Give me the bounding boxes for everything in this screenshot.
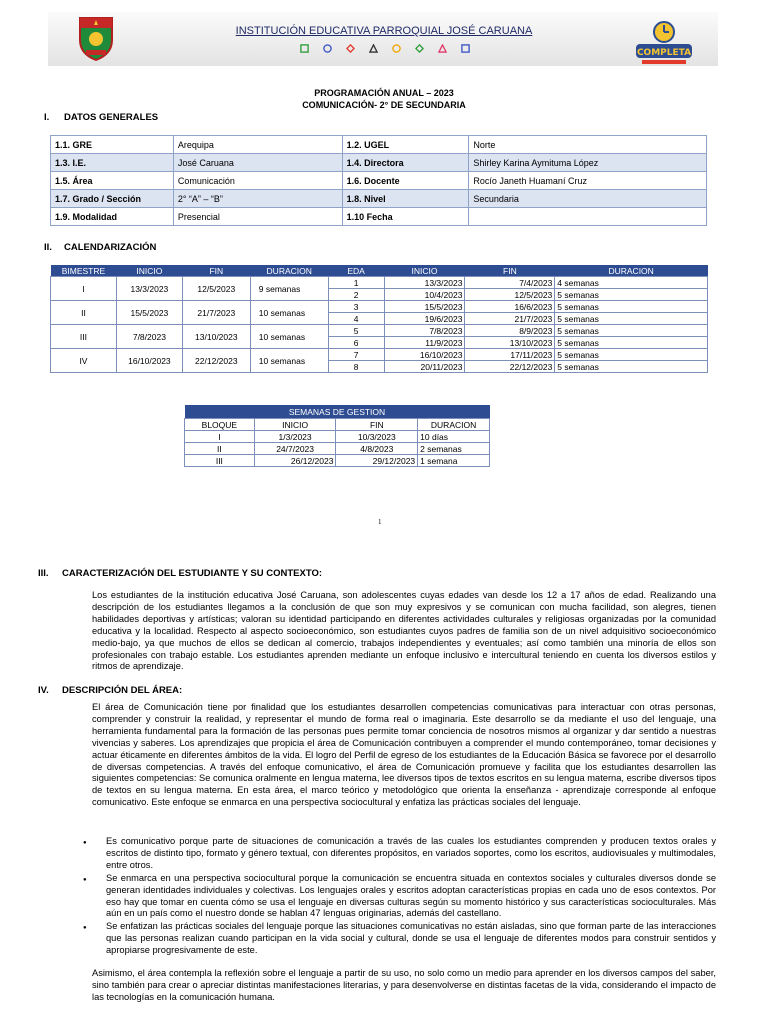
field-value: José Caruana [173, 154, 342, 172]
eda-i: 19/6/2023 [384, 313, 465, 325]
general-row [51, 172, 707, 190]
field-value: Presencial [173, 208, 342, 226]
eda-i: 10/4/2023 [384, 289, 465, 301]
eda-n: 6 [328, 337, 384, 349]
asimismo-paragraph: Asimismo, el área contempla la reflexión sobre el lenguaje a partir de su uso, no solo como un medio para aprender en los diversos campos del saber, sino también para crear o apreciar distintas manifestaciones literarias, y para desenvolverse en distintas facetas de la vida, considerando el impacto de las tecnologías en la comunicación humana. [92, 968, 716, 1002]
semanas-gestion-title: SEMANAS DE GESTION [185, 405, 490, 419]
bimestre-dur: 10 semanas [250, 325, 328, 349]
eda-d: 5 semanas [555, 289, 708, 301]
list-item [83, 872, 716, 921]
calendar-header: BIMESTRE [51, 265, 117, 277]
field-value: Norte [469, 136, 707, 154]
semanas-header: DURACION [418, 419, 490, 431]
bimestre-fin: 21/7/2023 [182, 301, 250, 325]
eda-d: 5 semanas [555, 361, 708, 373]
general-row [51, 190, 707, 208]
general-row [51, 208, 707, 226]
eda-d: 5 semanas [555, 325, 708, 337]
field-value: 2° “A” – “B” [173, 190, 342, 208]
bimestre-dur: 10 semanas [250, 301, 328, 325]
field-value [469, 208, 707, 226]
eda-n: 7 [328, 349, 384, 361]
calendar-header: INICIO [116, 265, 182, 277]
semanas-i: 26/12/2023 [254, 455, 336, 467]
field-label: 1.7. Grado / Sección [51, 190, 174, 208]
institution-title: INSTITUCIÓN EDUCATIVA PARROQUIAL JOSÉ CARUANA [235, 25, 533, 37]
bimestre-fin: 13/10/2023 [182, 325, 250, 349]
eda-f: 8/9/2023 [465, 325, 555, 337]
bimestre-dur: 10 semanas [250, 349, 328, 373]
field-label: 1.4. Directora [342, 154, 469, 172]
field-label: 1.2. UGEL [342, 136, 469, 154]
general-row [51, 154, 707, 172]
calendar-header: DURACION [250, 265, 328, 277]
bullet-text: Se enmarca en una perspectiva sociocultural porque la comunicación se encuentra situada en contextos sociales y culturales diversos donde se generan identidades individuales y colectivas. Los lenguajes orales y escritos adoptan características propias en cada uno de esos contextos. Por eso hay que tomar en cuenta cómo se usa el lenguaje en diversas culturas según su momento histórico y sus características socioculturales. Más aún en un país como el nuestro donde se hablan 47 lenguas originarias, además del castellano. [106, 872, 716, 919]
semanas-header: BLOQUE [185, 419, 255, 431]
bimestre-name: I [51, 277, 117, 301]
eda-i: 20/11/2023 [384, 361, 465, 373]
eda-i: 15/5/2023 [384, 301, 465, 313]
semanas-header: INICIO [254, 419, 336, 431]
semanas-f: 29/12/2023 [336, 455, 418, 467]
calendar-row [51, 325, 708, 337]
enfoque-bullet-list [83, 836, 716, 958]
bullet-text: Es comunicativo porque parte de situaciones de comunicación a través de las cuales los estudiantes comprenden y producen textos orales y escritos de distinto tipo, formato y género textual, con diferentes propósitos, en variados soportes, como los escritos, audiovisuales y multimodales, entre otros. [106, 836, 716, 870]
eda-f: 16/6/2023 [465, 301, 555, 313]
page-header [0, 0, 768, 80]
school-crest-icon [76, 14, 116, 62]
section-calendarizacion: II. CALENDARIZACIÓN [44, 242, 157, 253]
bullet-icon: ● [83, 840, 87, 846]
semanas-f: 4/8/2023 [336, 443, 418, 455]
triangle-icon [369, 44, 378, 53]
bimestre-name: II [51, 301, 117, 325]
field-label: 1.6. Docente [342, 172, 469, 190]
list-item [83, 836, 716, 872]
eda-n: 5 [328, 325, 384, 337]
semanas-d: 1 semana [418, 455, 490, 467]
eda-n: 3 [328, 301, 384, 313]
semanas-b: III [185, 455, 255, 467]
section-datos-generales: I. DATOS GENERALES [44, 112, 159, 123]
calendar-header: FIN [182, 265, 250, 277]
field-value: Arequipa [173, 136, 342, 154]
general-data-table [50, 135, 707, 226]
semanas-b: II [185, 443, 255, 455]
document-title: PROGRAMACIÓN ANUAL – 2023 [314, 88, 454, 98]
caracterizacion-paragraph: Los estudiantes de la institución educativa José Caruana, son adolescentes cuyas edades van desde los 12 a 17 años de edad. Realizando una descripción de los estudiantes llegamos a la conclusión de que son muy expresivos y se comunican con mucha facilidad, son alegres, tienen habilidades deportivas y artísticas; valoran su identidad participando en diferentes actividades culturales y religiosas organizadas por la comunidad educativa y la localidad. Respecto al aspecto socioeconómico, son estudiantes cuyos padres de familia son de un nivel adquisitivo socioeconómico medio-bajo, ya que muchos de ellos se dedican al comercio, trabajos independientes y eventuales; así como también una minoría de ellos son profesionales con trabajo estable. Los estudiantes aprenden mediante un enfoque inclusivo e intercultural teniendo en cuenta los diversos estilos y ritmos de aprendizaje. [92, 590, 716, 672]
page-number: 1 [378, 518, 382, 526]
bimestre-fin: 22/12/2023 [182, 349, 250, 373]
semanas-d: 2 semanas [418, 443, 490, 455]
semanas-d: 10 días [418, 431, 490, 443]
document-subtitle: COMUNICACIÓN- 2° DE SECUNDARIA [302, 100, 466, 110]
field-value: Comunicación [173, 172, 342, 190]
section-descripcion-area: IV. DESCRIPCIÓN DEL ÁREA: [38, 685, 183, 696]
eda-f: 13/10/2023 [465, 337, 555, 349]
field-label: 1.10 Fecha [342, 208, 469, 226]
header-band [48, 12, 718, 66]
eda-f: 22/12/2023 [465, 361, 555, 373]
eda-f: 7/4/2023 [465, 277, 555, 289]
bullet-icon: ● [83, 876, 87, 883]
eda-n: 2 [328, 289, 384, 301]
semanas-row [185, 455, 490, 467]
field-label: 1.1. GRE [51, 136, 174, 154]
triangle-icon [438, 44, 447, 53]
square-icon [461, 44, 470, 53]
circle-icon [392, 44, 401, 53]
bullet-text: Se enfatizan las prácticas sociales del lenguaje porque las situaciones comunicativas no están aisladas, sino que forman parte de las interacciones que las personas realizan cuando participan en la vida social y cultural, donde se usa el lenguaje de diferentes modos para construir sentidos y apropiarse progresivamente de este. [106, 921, 716, 956]
calendar-header: FIN [465, 265, 555, 277]
eda-d: 5 semanas [555, 349, 708, 361]
semanas-i: 1/3/2023 [254, 431, 336, 443]
eda-d: 5 semanas [555, 301, 708, 313]
decorative-shapes [300, 42, 470, 54]
calendar-header: INICIO [384, 265, 465, 277]
bimestre-name: IV [51, 349, 117, 373]
calendar-row [51, 349, 708, 361]
semanas-f: 10/3/2023 [336, 431, 418, 443]
calendar-row [51, 301, 708, 313]
calendar-header: EDA [328, 265, 384, 277]
eda-i: 16/10/2023 [384, 349, 465, 361]
eda-i: 13/3/2023 [384, 277, 465, 289]
bimestre-fin: 12/5/2023 [182, 277, 250, 301]
descripcion-paragraph: El área de Comunicación tiene por finalidad que los estudiantes desarrollen competencias comunicativas para interactuar con otras personas, comprender y construir la realidad, y representar el mundo de forma real o imaginaria. Este desarrollo se da mediante el uso del lenguaje, una herramienta fundamental para la formación de las personas pues permite tomar conciencia de nosotros mismos al organizar y dar sentido a nuestras vivencias y saberes. Los aprendizajes que propicia el área de Comunicación contribuyen a comprender el mundo contemporáneo, tomar decisiones y actuar éticamente en diferentes ámbitos de la vida. El logro del Perfil de egreso de los estudiantes de la Educación Básica se favorece por el desarrollo de diversas competencias. A través del enfoque comunicativo, el área de Comunicación promueve y facilita que los estudiantes desarrollen las siguientes competencias: Se comunica oralmente en lengua materna, lee diversos tipos de textos escritos en su lengua materna, escribe diversos tipos de textos en su lengua materna. En esta área, el marco teórico y metodológico que orienta la enseñanza - aprendizaje corresponde al enfoque comunicativo. Este enfoque se enmarca en una perspectiva sociocultural y enfatiza las prácticas sociales del lenguaje. [92, 702, 716, 808]
bimestre-name: III [51, 325, 117, 349]
eda-f: 12/5/2023 [465, 289, 555, 301]
bimestre-inicio: 7/8/2023 [116, 325, 182, 349]
list-item [83, 921, 716, 957]
calendar-header: DURACION [555, 265, 708, 277]
field-label: 1.3. I.E. [51, 154, 174, 172]
section-caracterizacion: III. CARACTERIZACIÓN DEL ESTUDIANTE Y SU CONTEXTO: [38, 568, 323, 579]
diamond-icon [346, 44, 355, 53]
jornada-escolar-completa-logo [632, 18, 696, 68]
field-value: Shirley Karina Aymituma López [469, 154, 707, 172]
semanas-i: 24/7/2023 [254, 443, 336, 455]
eda-d: 5 semanas [555, 313, 708, 325]
field-value: Rocío Janeth Huamaní Cruz [469, 172, 707, 190]
bimestre-inicio: 16/10/2023 [116, 349, 182, 373]
bimestre-inicio: 13/3/2023 [116, 277, 182, 301]
eda-d: 4 semanas [555, 277, 708, 289]
field-label: 1.5. Área [51, 172, 174, 190]
circle-icon [323, 44, 332, 53]
field-label: 1.9. Modalidad [51, 208, 174, 226]
eda-i: 11/9/2023 [384, 337, 465, 349]
bimestre-dur: 9 semanas [250, 277, 328, 301]
semanas-b: I [185, 431, 255, 443]
field-label: 1.8. Nivel [342, 190, 469, 208]
diamond-icon [415, 44, 424, 53]
semanas-row [185, 443, 490, 455]
eda-d: 5 semanas [555, 337, 708, 349]
square-icon [300, 44, 309, 53]
eda-f: 17/11/2023 [465, 349, 555, 361]
eda-f: 21/7/2023 [465, 313, 555, 325]
bullet-icon: ● [83, 925, 87, 932]
semanas-row [185, 431, 490, 443]
eda-n: 1 [328, 277, 384, 289]
bimestre-inicio: 15/5/2023 [116, 301, 182, 325]
calendar-row [51, 277, 708, 289]
calendar-table [50, 265, 708, 373]
semanas-header: FIN [336, 419, 418, 431]
svg-text:COMPLETA: COMPLETA [636, 48, 692, 58]
eda-n: 4 [328, 313, 384, 325]
eda-i: 7/8/2023 [384, 325, 465, 337]
semanas-gestion-table [184, 405, 490, 467]
general-row [51, 136, 707, 154]
eda-n: 8 [328, 361, 384, 373]
field-value: Secundaria [469, 190, 707, 208]
